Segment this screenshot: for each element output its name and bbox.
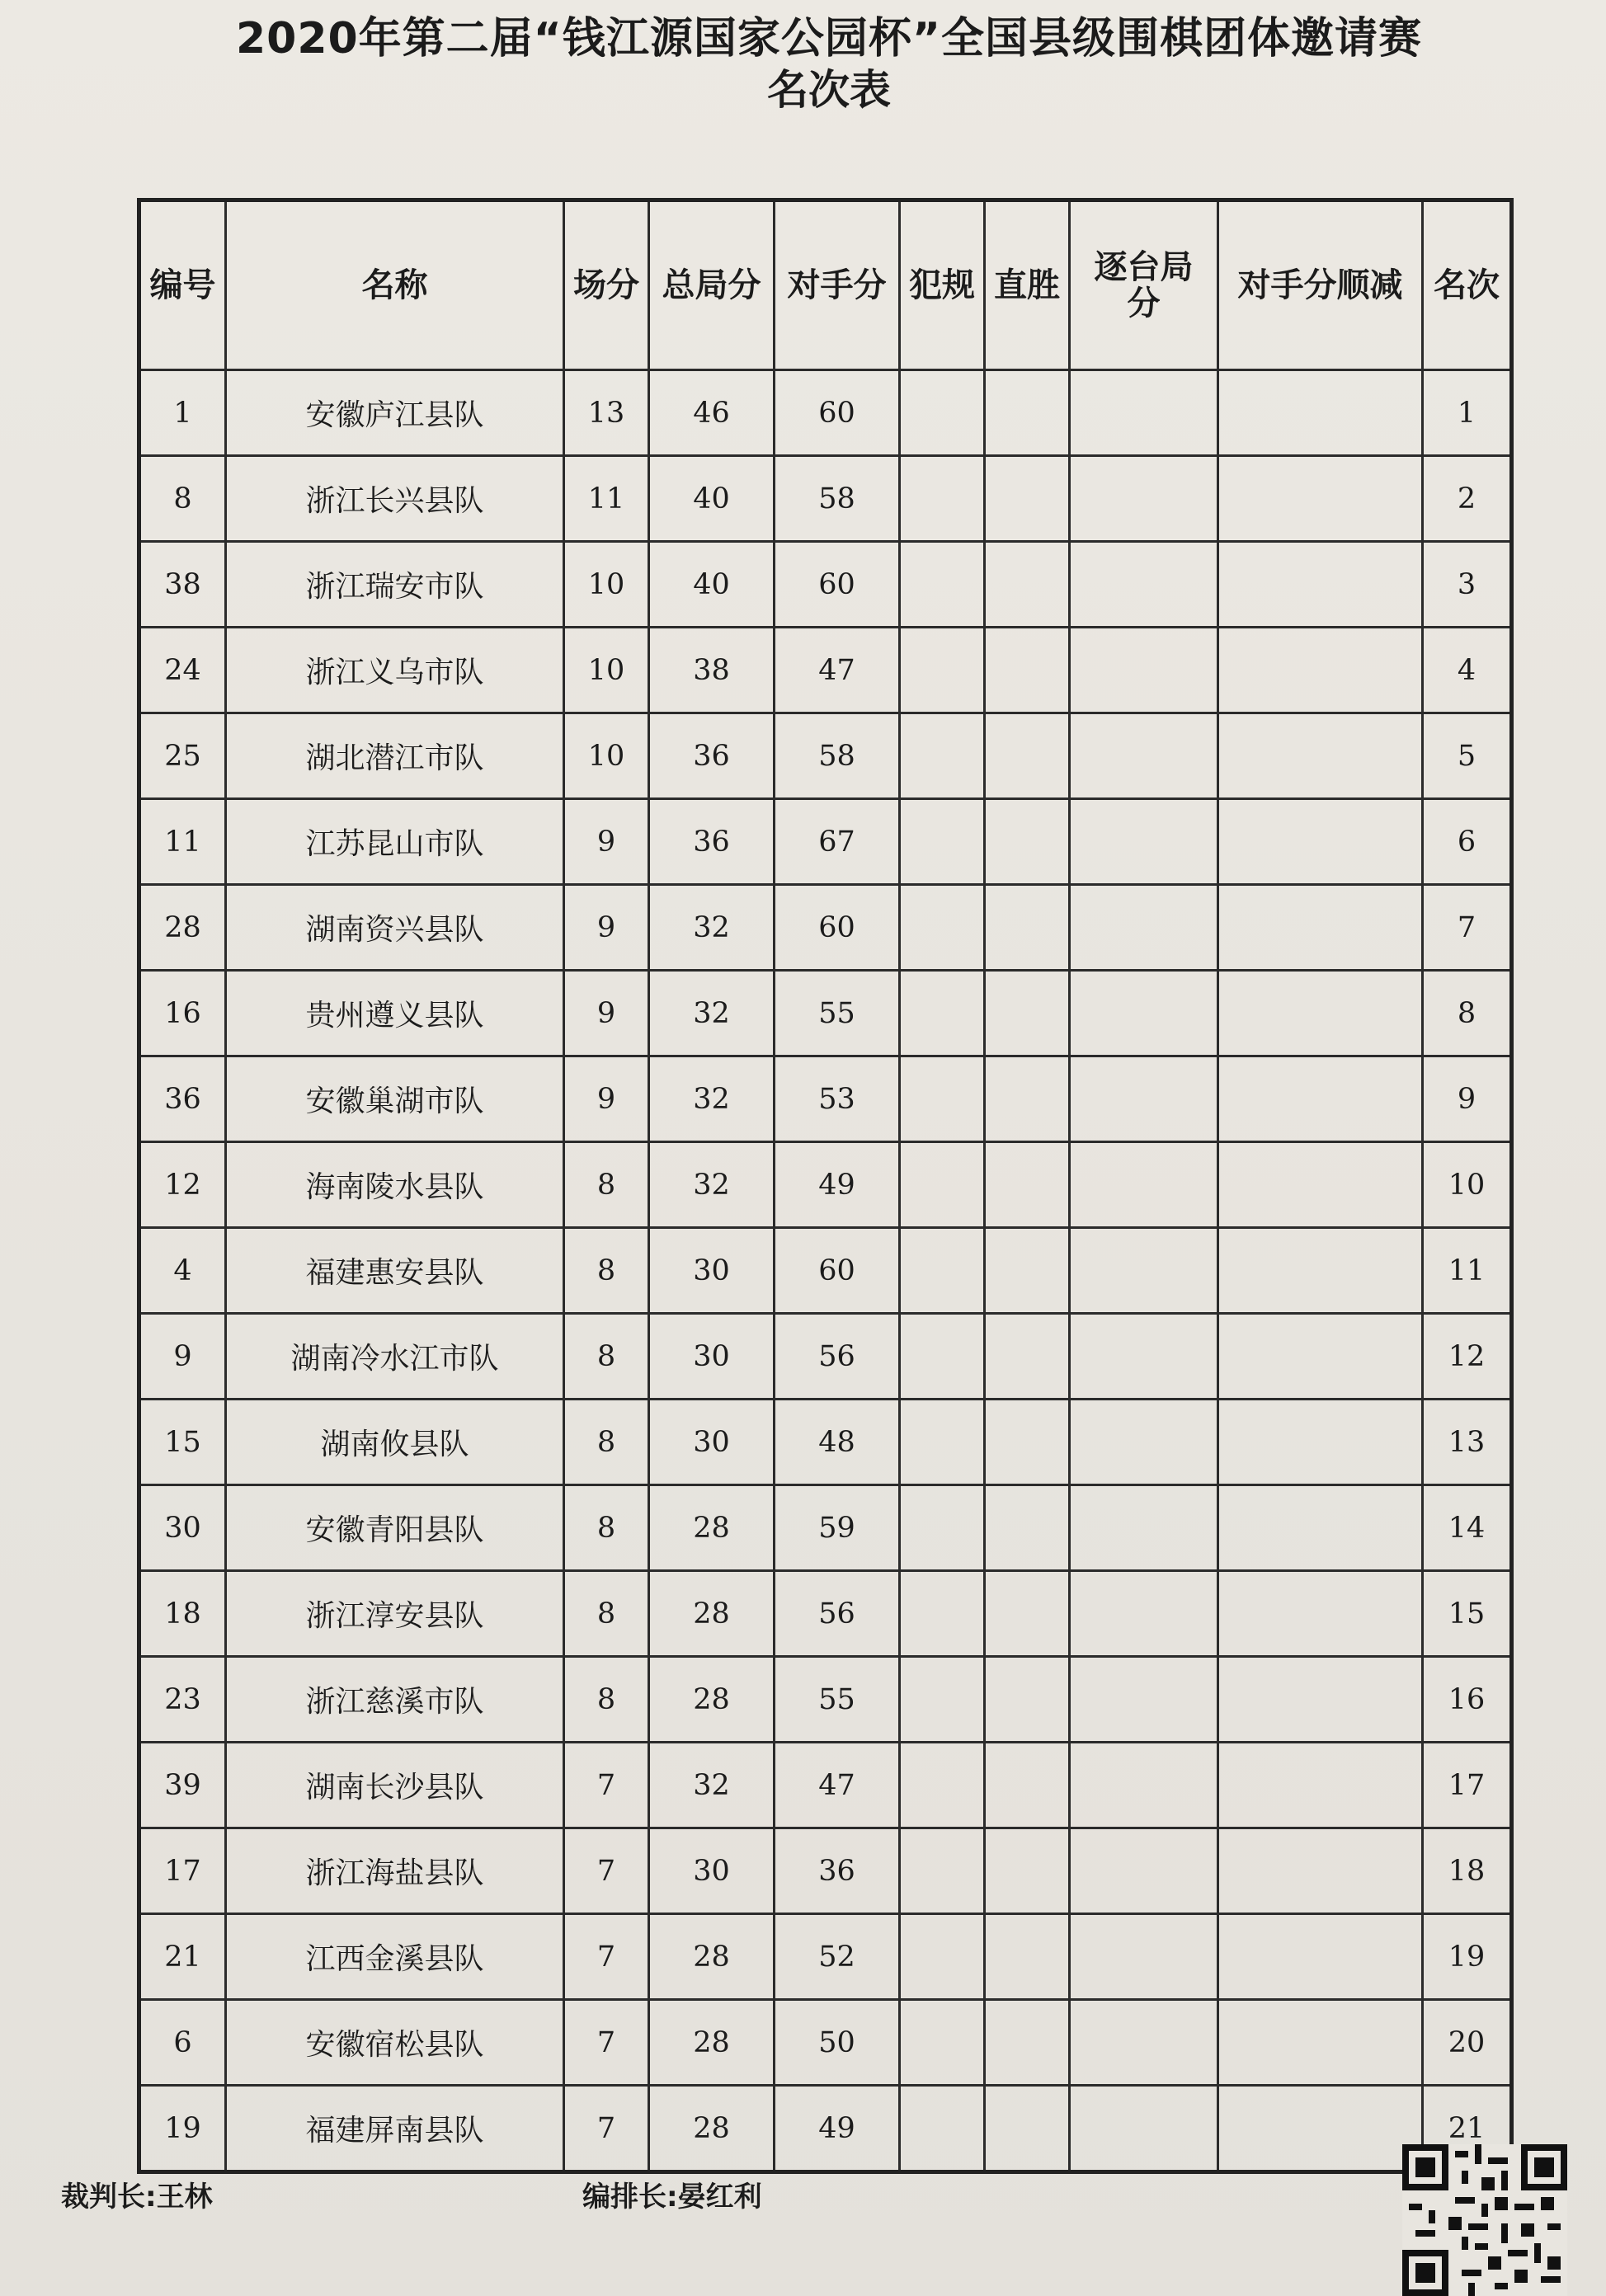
column-header-no: 编号 bbox=[139, 200, 226, 370]
table-row bbox=[139, 1743, 1512, 1828]
cell-opponent-points-decrement bbox=[1218, 971, 1423, 1056]
cell-team-name: 湖北潜江市队 bbox=[226, 713, 564, 799]
cell-opponent-points-decrement bbox=[1218, 1228, 1423, 1314]
cell-rank: 10 bbox=[1423, 1142, 1512, 1228]
cell-team-no: 18 bbox=[139, 1571, 226, 1657]
cell-game-points: 30 bbox=[649, 1400, 775, 1485]
cell-opponent-points: 56 bbox=[775, 1314, 900, 1400]
cell-direct-win bbox=[985, 1314, 1070, 1400]
cell-opponent-points: 60 bbox=[775, 370, 900, 456]
table-row bbox=[139, 799, 1512, 885]
cell-opponent-points: 49 bbox=[775, 2086, 900, 2172]
cell-board-points bbox=[1070, 1400, 1218, 1485]
cell-match-points: 7 bbox=[564, 2086, 649, 2172]
cell-match-points: 10 bbox=[564, 713, 649, 799]
table-row bbox=[139, 1056, 1512, 1142]
qr-code-icon bbox=[1402, 2144, 1567, 2296]
cell-game-points: 28 bbox=[649, 1657, 775, 1743]
cell-direct-win bbox=[985, 370, 1070, 456]
page-subtitle: 名次表 bbox=[767, 66, 891, 114]
cell-team-no: 38 bbox=[139, 542, 226, 628]
cell-rank: 11 bbox=[1423, 1228, 1512, 1314]
cell-foul bbox=[900, 542, 985, 628]
table-row bbox=[139, 1828, 1512, 1914]
cell-direct-win bbox=[985, 1400, 1070, 1485]
cell-match-points: 9 bbox=[564, 971, 649, 1056]
cell-rank: 6 bbox=[1423, 799, 1512, 885]
cell-team-name: 安徽巢湖市队 bbox=[226, 1056, 564, 1142]
cell-board-points bbox=[1070, 1056, 1218, 1142]
column-header-board-points: 逐台局分 bbox=[1070, 200, 1218, 370]
cell-direct-win bbox=[985, 1571, 1070, 1657]
cell-foul bbox=[900, 713, 985, 799]
cell-match-points: 8 bbox=[564, 1657, 649, 1743]
cell-rank: 1 bbox=[1423, 370, 1512, 456]
cell-rank: 15 bbox=[1423, 1571, 1512, 1657]
cell-foul bbox=[900, 2086, 985, 2172]
cell-opponent-points-decrement bbox=[1218, 1657, 1423, 1743]
cell-opponent-points: 60 bbox=[775, 542, 900, 628]
column-header-opponent-points-decrement: 对手分顺减 bbox=[1218, 200, 1423, 370]
cell-opponent-points: 55 bbox=[775, 971, 900, 1056]
title-block bbox=[0, 12, 1606, 114]
cell-opponent-points: 56 bbox=[775, 1571, 900, 1657]
cell-foul bbox=[900, 1914, 985, 2000]
cell-game-points: 40 bbox=[649, 456, 775, 542]
cell-direct-win bbox=[985, 971, 1070, 1056]
cell-team-no: 11 bbox=[139, 799, 226, 885]
cell-foul bbox=[900, 1485, 985, 1571]
cell-game-points: 28 bbox=[649, 1914, 775, 2000]
cell-board-points bbox=[1070, 1828, 1218, 1914]
cell-direct-win bbox=[985, 628, 1070, 713]
cell-match-points: 13 bbox=[564, 370, 649, 456]
cell-team-name: 安徽庐江县队 bbox=[226, 370, 564, 456]
cell-game-points: 28 bbox=[649, 1571, 775, 1657]
cell-match-points: 8 bbox=[564, 1314, 649, 1400]
cell-team-no: 19 bbox=[139, 2086, 226, 2172]
cell-game-points: 32 bbox=[649, 885, 775, 971]
cell-opponent-points-decrement bbox=[1218, 713, 1423, 799]
cell-opponent-points: 58 bbox=[775, 456, 900, 542]
column-header-opponent-points: 对手分 bbox=[775, 200, 900, 370]
cell-opponent-points: 47 bbox=[775, 628, 900, 713]
cell-direct-win bbox=[985, 1142, 1070, 1228]
table-row bbox=[139, 370, 1512, 456]
cell-team-no: 8 bbox=[139, 456, 226, 542]
cell-match-points: 8 bbox=[564, 1485, 649, 1571]
table-row bbox=[139, 1314, 1512, 1400]
column-header-name: 名称 bbox=[226, 200, 564, 370]
cell-foul bbox=[900, 1314, 985, 1400]
cell-match-points: 8 bbox=[564, 1400, 649, 1485]
table-row bbox=[139, 628, 1512, 713]
cell-rank: 4 bbox=[1423, 628, 1512, 713]
cell-team-name: 浙江淳安县队 bbox=[226, 1571, 564, 1657]
cell-team-no: 28 bbox=[139, 885, 226, 971]
cell-team-name: 浙江慈溪市队 bbox=[226, 1657, 564, 1743]
cell-team-name: 湖南攸县队 bbox=[226, 1400, 564, 1485]
cell-game-points: 28 bbox=[649, 2000, 775, 2086]
cell-opponent-points: 55 bbox=[775, 1657, 900, 1743]
cell-game-points: 46 bbox=[649, 370, 775, 456]
column-header-rank: 名次 bbox=[1423, 200, 1512, 370]
table-row bbox=[139, 971, 1512, 1056]
cell-direct-win bbox=[985, 799, 1070, 885]
cell-foul bbox=[900, 1228, 985, 1314]
cell-team-name: 浙江瑞安市队 bbox=[226, 542, 564, 628]
cell-team-no: 23 bbox=[139, 1657, 226, 1743]
cell-opponent-points: 49 bbox=[775, 1142, 900, 1228]
cell-direct-win bbox=[985, 713, 1070, 799]
cell-opponent-points: 48 bbox=[775, 1400, 900, 1485]
cell-foul bbox=[900, 885, 985, 971]
cell-team-no: 1 bbox=[139, 370, 226, 456]
cell-game-points: 36 bbox=[649, 713, 775, 799]
cell-rank: 17 bbox=[1423, 1743, 1512, 1828]
cell-direct-win bbox=[985, 2000, 1070, 2086]
cell-rank: 21 bbox=[1423, 2086, 1512, 2172]
cell-team-no: 30 bbox=[139, 1485, 226, 1571]
cell-opponent-points-decrement bbox=[1218, 799, 1423, 885]
table-row bbox=[139, 713, 1512, 799]
cell-rank: 9 bbox=[1423, 1056, 1512, 1142]
cell-board-points bbox=[1070, 1314, 1218, 1400]
cell-rank: 19 bbox=[1423, 1914, 1512, 2000]
cell-board-points bbox=[1070, 971, 1218, 1056]
cell-opponent-points: 47 bbox=[775, 1743, 900, 1828]
table-row bbox=[139, 1228, 1512, 1314]
cell-board-points bbox=[1070, 2000, 1218, 2086]
cell-opponent-points: 67 bbox=[775, 799, 900, 885]
table-row bbox=[139, 456, 1512, 542]
referee-label: 裁判长:王林 bbox=[61, 2181, 213, 2214]
cell-foul bbox=[900, 456, 985, 542]
cell-team-no: 6 bbox=[139, 2000, 226, 2086]
cell-direct-win bbox=[985, 885, 1070, 971]
cell-opponent-points-decrement bbox=[1218, 456, 1423, 542]
cell-foul bbox=[900, 2000, 985, 2086]
cell-opponent-points: 50 bbox=[775, 2000, 900, 2086]
cell-board-points bbox=[1070, 370, 1218, 456]
cell-opponent-points-decrement bbox=[1218, 1743, 1423, 1828]
cell-foul bbox=[900, 1743, 985, 1828]
table-row bbox=[139, 1571, 1512, 1657]
cell-foul bbox=[900, 370, 985, 456]
cell-opponent-points: 36 bbox=[775, 1828, 900, 1914]
cell-team-no: 25 bbox=[139, 713, 226, 799]
cell-foul bbox=[900, 1657, 985, 1743]
table-row bbox=[139, 1142, 1512, 1228]
cell-game-points: 30 bbox=[649, 1828, 775, 1914]
cell-board-points bbox=[1070, 1485, 1218, 1571]
cell-team-no: 12 bbox=[139, 1142, 226, 1228]
cell-opponent-points-decrement bbox=[1218, 2086, 1423, 2172]
cell-rank: 2 bbox=[1423, 456, 1512, 542]
cell-rank: 18 bbox=[1423, 1828, 1512, 1914]
cell-team-no: 16 bbox=[139, 971, 226, 1056]
cell-rank: 14 bbox=[1423, 1485, 1512, 1571]
cell-opponent-points-decrement bbox=[1218, 1314, 1423, 1400]
cell-game-points: 32 bbox=[649, 1056, 775, 1142]
cell-foul bbox=[900, 1571, 985, 1657]
table-row bbox=[139, 885, 1512, 971]
cell-game-points: 28 bbox=[649, 1485, 775, 1571]
cell-opponent-points-decrement bbox=[1218, 370, 1423, 456]
cell-game-points: 36 bbox=[649, 799, 775, 885]
cell-board-points bbox=[1070, 713, 1218, 799]
page-title: 2020年第二届“钱江源国家公园杯”全国县级围棋团体邀请赛 bbox=[235, 14, 1423, 64]
cell-team-no: 9 bbox=[139, 1314, 226, 1400]
cell-opponent-points-decrement bbox=[1218, 628, 1423, 713]
cell-rank: 7 bbox=[1423, 885, 1512, 971]
cell-rank: 13 bbox=[1423, 1400, 1512, 1485]
cell-team-no: 4 bbox=[139, 1228, 226, 1314]
table-header-row bbox=[139, 200, 1512, 370]
table-row bbox=[139, 1657, 1512, 1743]
cell-opponent-points-decrement bbox=[1218, 1485, 1423, 1571]
ranking-table-container bbox=[137, 198, 1509, 2157]
cell-board-points bbox=[1070, 1571, 1218, 1657]
cell-match-points: 10 bbox=[564, 542, 649, 628]
cell-team-name: 湖南资兴县队 bbox=[226, 885, 564, 971]
cell-team-name: 浙江海盐县队 bbox=[226, 1828, 564, 1914]
cell-game-points: 40 bbox=[649, 542, 775, 628]
table-row bbox=[139, 1400, 1512, 1485]
cell-match-points: 7 bbox=[564, 1743, 649, 1828]
cell-team-name: 江苏昆山市队 bbox=[226, 799, 564, 885]
cell-match-points: 7 bbox=[564, 1828, 649, 1914]
cell-opponent-points: 59 bbox=[775, 1485, 900, 1571]
cell-team-name: 福建屏南县队 bbox=[226, 2086, 564, 2172]
cell-foul bbox=[900, 799, 985, 885]
cell-foul bbox=[900, 1828, 985, 1914]
column-header-match-points: 场分 bbox=[564, 200, 649, 370]
cell-opponent-points-decrement bbox=[1218, 1056, 1423, 1142]
cell-direct-win bbox=[985, 1914, 1070, 2000]
cell-foul bbox=[900, 1142, 985, 1228]
cell-team-name: 浙江长兴县队 bbox=[226, 456, 564, 542]
cell-opponent-points-decrement bbox=[1218, 542, 1423, 628]
cell-foul bbox=[900, 971, 985, 1056]
cell-game-points: 28 bbox=[649, 2086, 775, 2172]
cell-match-points: 8 bbox=[564, 1571, 649, 1657]
column-header-foul: 犯规 bbox=[900, 200, 985, 370]
cell-rank: 12 bbox=[1423, 1314, 1512, 1400]
cell-board-points bbox=[1070, 799, 1218, 885]
cell-opponent-points-decrement bbox=[1218, 1142, 1423, 1228]
cell-game-points: 30 bbox=[649, 1228, 775, 1314]
cell-match-points: 9 bbox=[564, 885, 649, 971]
cell-match-points: 11 bbox=[564, 456, 649, 542]
cell-opponent-points: 60 bbox=[775, 1228, 900, 1314]
cell-direct-win bbox=[985, 1485, 1070, 1571]
cell-rank: 20 bbox=[1423, 2000, 1512, 2086]
cell-board-points bbox=[1070, 542, 1218, 628]
cell-match-points: 7 bbox=[564, 2000, 649, 2086]
cell-match-points: 9 bbox=[564, 1056, 649, 1142]
cell-direct-win bbox=[985, 1056, 1070, 1142]
cell-board-points bbox=[1070, 628, 1218, 713]
table-row bbox=[139, 1485, 1512, 1571]
cell-board-points bbox=[1070, 885, 1218, 971]
cell-team-no: 15 bbox=[139, 1400, 226, 1485]
cell-game-points: 30 bbox=[649, 1314, 775, 1400]
cell-board-points bbox=[1070, 1914, 1218, 2000]
cell-game-points: 32 bbox=[649, 1743, 775, 1828]
cell-opponent-points-decrement bbox=[1218, 1914, 1423, 2000]
cell-match-points: 8 bbox=[564, 1142, 649, 1228]
table-row bbox=[139, 2086, 1512, 2172]
cell-opponent-points-decrement bbox=[1218, 1571, 1423, 1657]
cell-foul bbox=[900, 1400, 985, 1485]
cell-foul bbox=[900, 628, 985, 713]
cell-game-points: 32 bbox=[649, 971, 775, 1056]
cell-board-points bbox=[1070, 1142, 1218, 1228]
cell-direct-win bbox=[985, 456, 1070, 542]
cell-rank: 16 bbox=[1423, 1657, 1512, 1743]
cell-team-name: 福建惠安县队 bbox=[226, 1228, 564, 1314]
cell-team-name: 海南陵水县队 bbox=[226, 1142, 564, 1228]
cell-direct-win bbox=[985, 1743, 1070, 1828]
cell-match-points: 10 bbox=[564, 628, 649, 713]
cell-team-no: 39 bbox=[139, 1743, 226, 1828]
cell-match-points: 9 bbox=[564, 799, 649, 885]
cell-rank: 3 bbox=[1423, 542, 1512, 628]
cell-team-name: 浙江义乌市队 bbox=[226, 628, 564, 713]
cell-opponent-points-decrement bbox=[1218, 1828, 1423, 1914]
cell-team-no: 17 bbox=[139, 1828, 226, 1914]
cell-opponent-points: 52 bbox=[775, 1914, 900, 2000]
cell-opponent-points-decrement bbox=[1218, 885, 1423, 971]
cell-rank: 5 bbox=[1423, 713, 1512, 799]
cell-board-points bbox=[1070, 1743, 1218, 1828]
cell-team-name: 安徽宿松县队 bbox=[226, 2000, 564, 2086]
table-row bbox=[139, 542, 1512, 628]
cell-team-name: 安徽青阳县队 bbox=[226, 1485, 564, 1571]
table-row bbox=[139, 1914, 1512, 2000]
cell-direct-win bbox=[985, 542, 1070, 628]
cell-board-points bbox=[1070, 1228, 1218, 1314]
cell-direct-win bbox=[985, 1657, 1070, 1743]
cell-direct-win bbox=[985, 1828, 1070, 1914]
cell-direct-win bbox=[985, 2086, 1070, 2172]
cell-match-points: 7 bbox=[564, 1914, 649, 2000]
cell-rank: 8 bbox=[1423, 971, 1512, 1056]
cell-opponent-points: 58 bbox=[775, 713, 900, 799]
cell-team-name: 湖南冷水江市队 bbox=[226, 1314, 564, 1400]
cell-opponent-points-decrement bbox=[1218, 2000, 1423, 2086]
cell-opponent-points: 60 bbox=[775, 885, 900, 971]
ranking-table bbox=[137, 198, 1514, 2174]
cell-board-points bbox=[1070, 2086, 1218, 2172]
scheduler-label: 编排长:晏红利 bbox=[582, 2181, 762, 2214]
table-body bbox=[139, 370, 1512, 2172]
cell-board-points bbox=[1070, 456, 1218, 542]
cell-foul bbox=[900, 1056, 985, 1142]
cell-game-points: 38 bbox=[649, 628, 775, 713]
cell-game-points: 32 bbox=[649, 1142, 775, 1228]
cell-match-points: 8 bbox=[564, 1228, 649, 1314]
cell-team-no: 21 bbox=[139, 1914, 226, 2000]
cell-direct-win bbox=[985, 1228, 1070, 1314]
cell-team-name: 湖南长沙县队 bbox=[226, 1743, 564, 1828]
cell-team-name: 江西金溪县队 bbox=[226, 1914, 564, 2000]
cell-team-name: 贵州遵义县队 bbox=[226, 971, 564, 1056]
cell-board-points bbox=[1070, 1657, 1218, 1743]
cell-opponent-points: 53 bbox=[775, 1056, 900, 1142]
cell-team-no: 24 bbox=[139, 628, 226, 713]
cell-opponent-points-decrement bbox=[1218, 1400, 1423, 1485]
cell-team-no: 36 bbox=[139, 1056, 226, 1142]
column-header-game-points: 总局分 bbox=[649, 200, 775, 370]
column-header-direct-win: 直胜 bbox=[985, 200, 1070, 370]
table-row bbox=[139, 2000, 1512, 2086]
